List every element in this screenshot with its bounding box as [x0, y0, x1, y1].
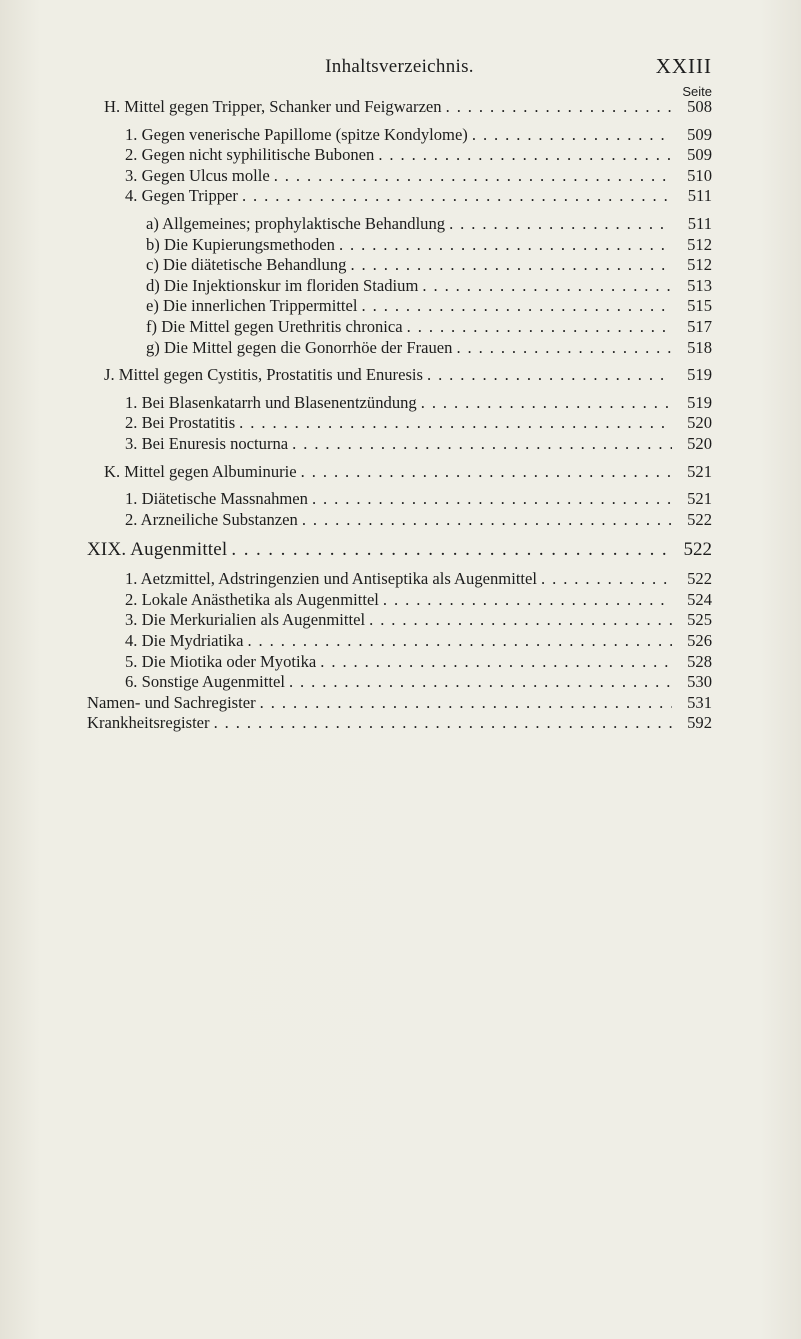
toc-entry-page: 521: [687, 489, 712, 509]
toc-entry[interactable]: [125, 166, 712, 187]
toc-entry-page: 512: [687, 255, 712, 275]
page-title: Inhaltsverzeichnis.: [325, 56, 474, 77]
toc-entry[interactable]: [125, 569, 712, 590]
toc-entry[interactable]: [125, 590, 712, 611]
toc-entry-page: 513: [687, 275, 712, 295]
toc-entry-page: 508: [687, 97, 712, 116]
toc-entry-page: 509: [687, 145, 712, 165]
toc-entry-page: 511: [687, 186, 712, 206]
toc-entry[interactable]: [146, 296, 712, 317]
toc-entry-page: 524: [687, 589, 712, 609]
toc-entry-title: 1. Bei Blasenkatarrh und Blasenentzündung . . .: [125, 393, 672, 414]
toc-entry-title: c) Die diätetische Behandlung . . .: [146, 255, 672, 276]
toc-entry-title: XIX. Augenmittel . . .: [87, 538, 672, 562]
toc-entry-chapter-xix[interactable]: [87, 538, 712, 562]
toc-entry-subject-index[interactable]: [87, 693, 712, 714]
toc-entry[interactable]: [125, 489, 712, 510]
roman-page-number: XXIII: [655, 54, 712, 78]
toc-entry-title: Krankheitsregister . . .: [87, 713, 672, 734]
toc-entry-title: 5. Die Miotika oder Myotika . . .: [125, 652, 672, 673]
toc-entry-title: b) Die Kupierungsmethoden . . .: [146, 235, 672, 256]
toc-entry[interactable]: [125, 186, 712, 207]
toc-entry-title: H. Mittel gegen Tripper, Schanker und Feigwarzen . . .: [104, 97, 672, 118]
toc-entry-page: 515: [687, 296, 712, 316]
toc-entry-page: 522: [687, 569, 712, 589]
toc-entry-title: 4. Gegen Tripper . . .: [125, 186, 672, 207]
toc-entry-page: 528: [687, 651, 712, 671]
toc-entry-page: 518: [687, 337, 712, 357]
toc-entry-title: Namen- und Sachregister . . .: [87, 693, 672, 714]
toc-entry[interactable]: [125, 434, 712, 455]
toc-entry[interactable]: [125, 652, 712, 673]
toc-entry-page: 512: [687, 234, 712, 254]
toc-entry-section-h[interactable]: [104, 97, 712, 118]
toc-entry-title: 2. Lokale Anästhetika als Augenmittel . . .: [125, 590, 672, 611]
toc-entry[interactable]: [146, 255, 712, 276]
toc-entry-title: 4. Die Mydriatika . . .: [125, 631, 672, 652]
page-column-label: Seite: [682, 84, 712, 99]
toc-entry[interactable]: [125, 610, 712, 631]
toc-entry-title: K. Mittel gegen Albuminurie . . .: [104, 462, 672, 483]
table-of-contents: [87, 97, 712, 734]
toc-entry-page: 526: [687, 631, 712, 651]
toc-entry-page: 520: [687, 413, 712, 433]
toc-entry[interactable]: [125, 510, 712, 531]
toc-entry[interactable]: [146, 338, 712, 359]
toc-entry-title: f) Die Mittel gegen Urethritis chronica . . .: [146, 317, 672, 338]
toc-entry-title: 2. Bei Prostatitis . . .: [125, 413, 672, 434]
toc-entry-page: 522: [687, 509, 712, 529]
toc-entry-page: 509: [687, 124, 712, 144]
toc-entry-title: 2. Arzneiliche Substanzen . . .: [125, 510, 672, 531]
toc-entry-page: 520: [687, 433, 712, 453]
toc-entry[interactable]: [125, 672, 712, 693]
toc-entry-title: g) Die Mittel gegen die Gonorrhöe der Frauen . . .: [146, 338, 672, 359]
toc-entry[interactable]: [146, 276, 712, 297]
toc-entry[interactable]: [125, 413, 712, 434]
toc-entry-title: a) Allgemeines; prophylaktische Behandlung . . .: [146, 214, 672, 235]
toc-entry-page: 517: [687, 316, 712, 336]
toc-entry-page: 531: [687, 692, 712, 712]
toc-entry-page: 519: [687, 392, 712, 412]
toc-entry-title: J. Mittel gegen Cystitis, Prostatitis und Enuresis . . .: [104, 365, 672, 386]
toc-entry-title: 1. Diätetische Massnahmen . . .: [125, 489, 672, 510]
toc-entry-section-k[interactable]: [104, 462, 712, 483]
toc-entry-page: 510: [687, 165, 712, 185]
toc-entry-title: 3. Die Merkurialien als Augenmittel . . .: [125, 610, 672, 631]
toc-entry[interactable]: [146, 214, 712, 235]
toc-entry-title: 1. Aetzmittel, Adstringenzien und Antiseptika als Augenmittel . . .: [125, 569, 672, 590]
toc-entry-disease-index[interactable]: [87, 713, 712, 734]
toc-entry-page: 519: [687, 365, 712, 385]
toc-entry-title: 3. Gegen Ulcus molle . . .: [125, 166, 672, 187]
toc-entry-page: 511: [687, 213, 712, 233]
toc-entry-title: 1. Gegen venerische Papillome (spitze Kondylome) . . .: [125, 125, 672, 146]
running-head: [87, 56, 712, 84]
toc-entry-title: 2. Gegen nicht syphilitische Bubonen . . .: [125, 145, 672, 166]
toc-entry-title: e) Die innerlichen Trippermittel . . .: [146, 296, 672, 317]
toc-entry-page: 530: [687, 672, 712, 692]
toc-entry-title: 6. Sonstige Augenmittel . . .: [125, 672, 672, 693]
toc-entry-page: 525: [687, 610, 712, 630]
toc-entry-title: d) Die Injektionskur im floriden Stadium . . .: [146, 276, 672, 297]
toc-entry[interactable]: [146, 235, 712, 256]
toc-entry[interactable]: [146, 317, 712, 338]
toc-entry[interactable]: [125, 145, 712, 166]
toc-entry-title: 3. Bei Enuresis nocturna . . .: [125, 434, 672, 455]
toc-entry-page: 521: [687, 461, 712, 481]
toc-entry[interactable]: [125, 631, 712, 652]
toc-entry-page: 592: [687, 713, 712, 733]
toc-entry-page: 522: [683, 539, 712, 561]
toc-entry[interactable]: [125, 125, 712, 146]
toc-entry-section-j[interactable]: [104, 365, 712, 386]
toc-entry[interactable]: [125, 393, 712, 414]
